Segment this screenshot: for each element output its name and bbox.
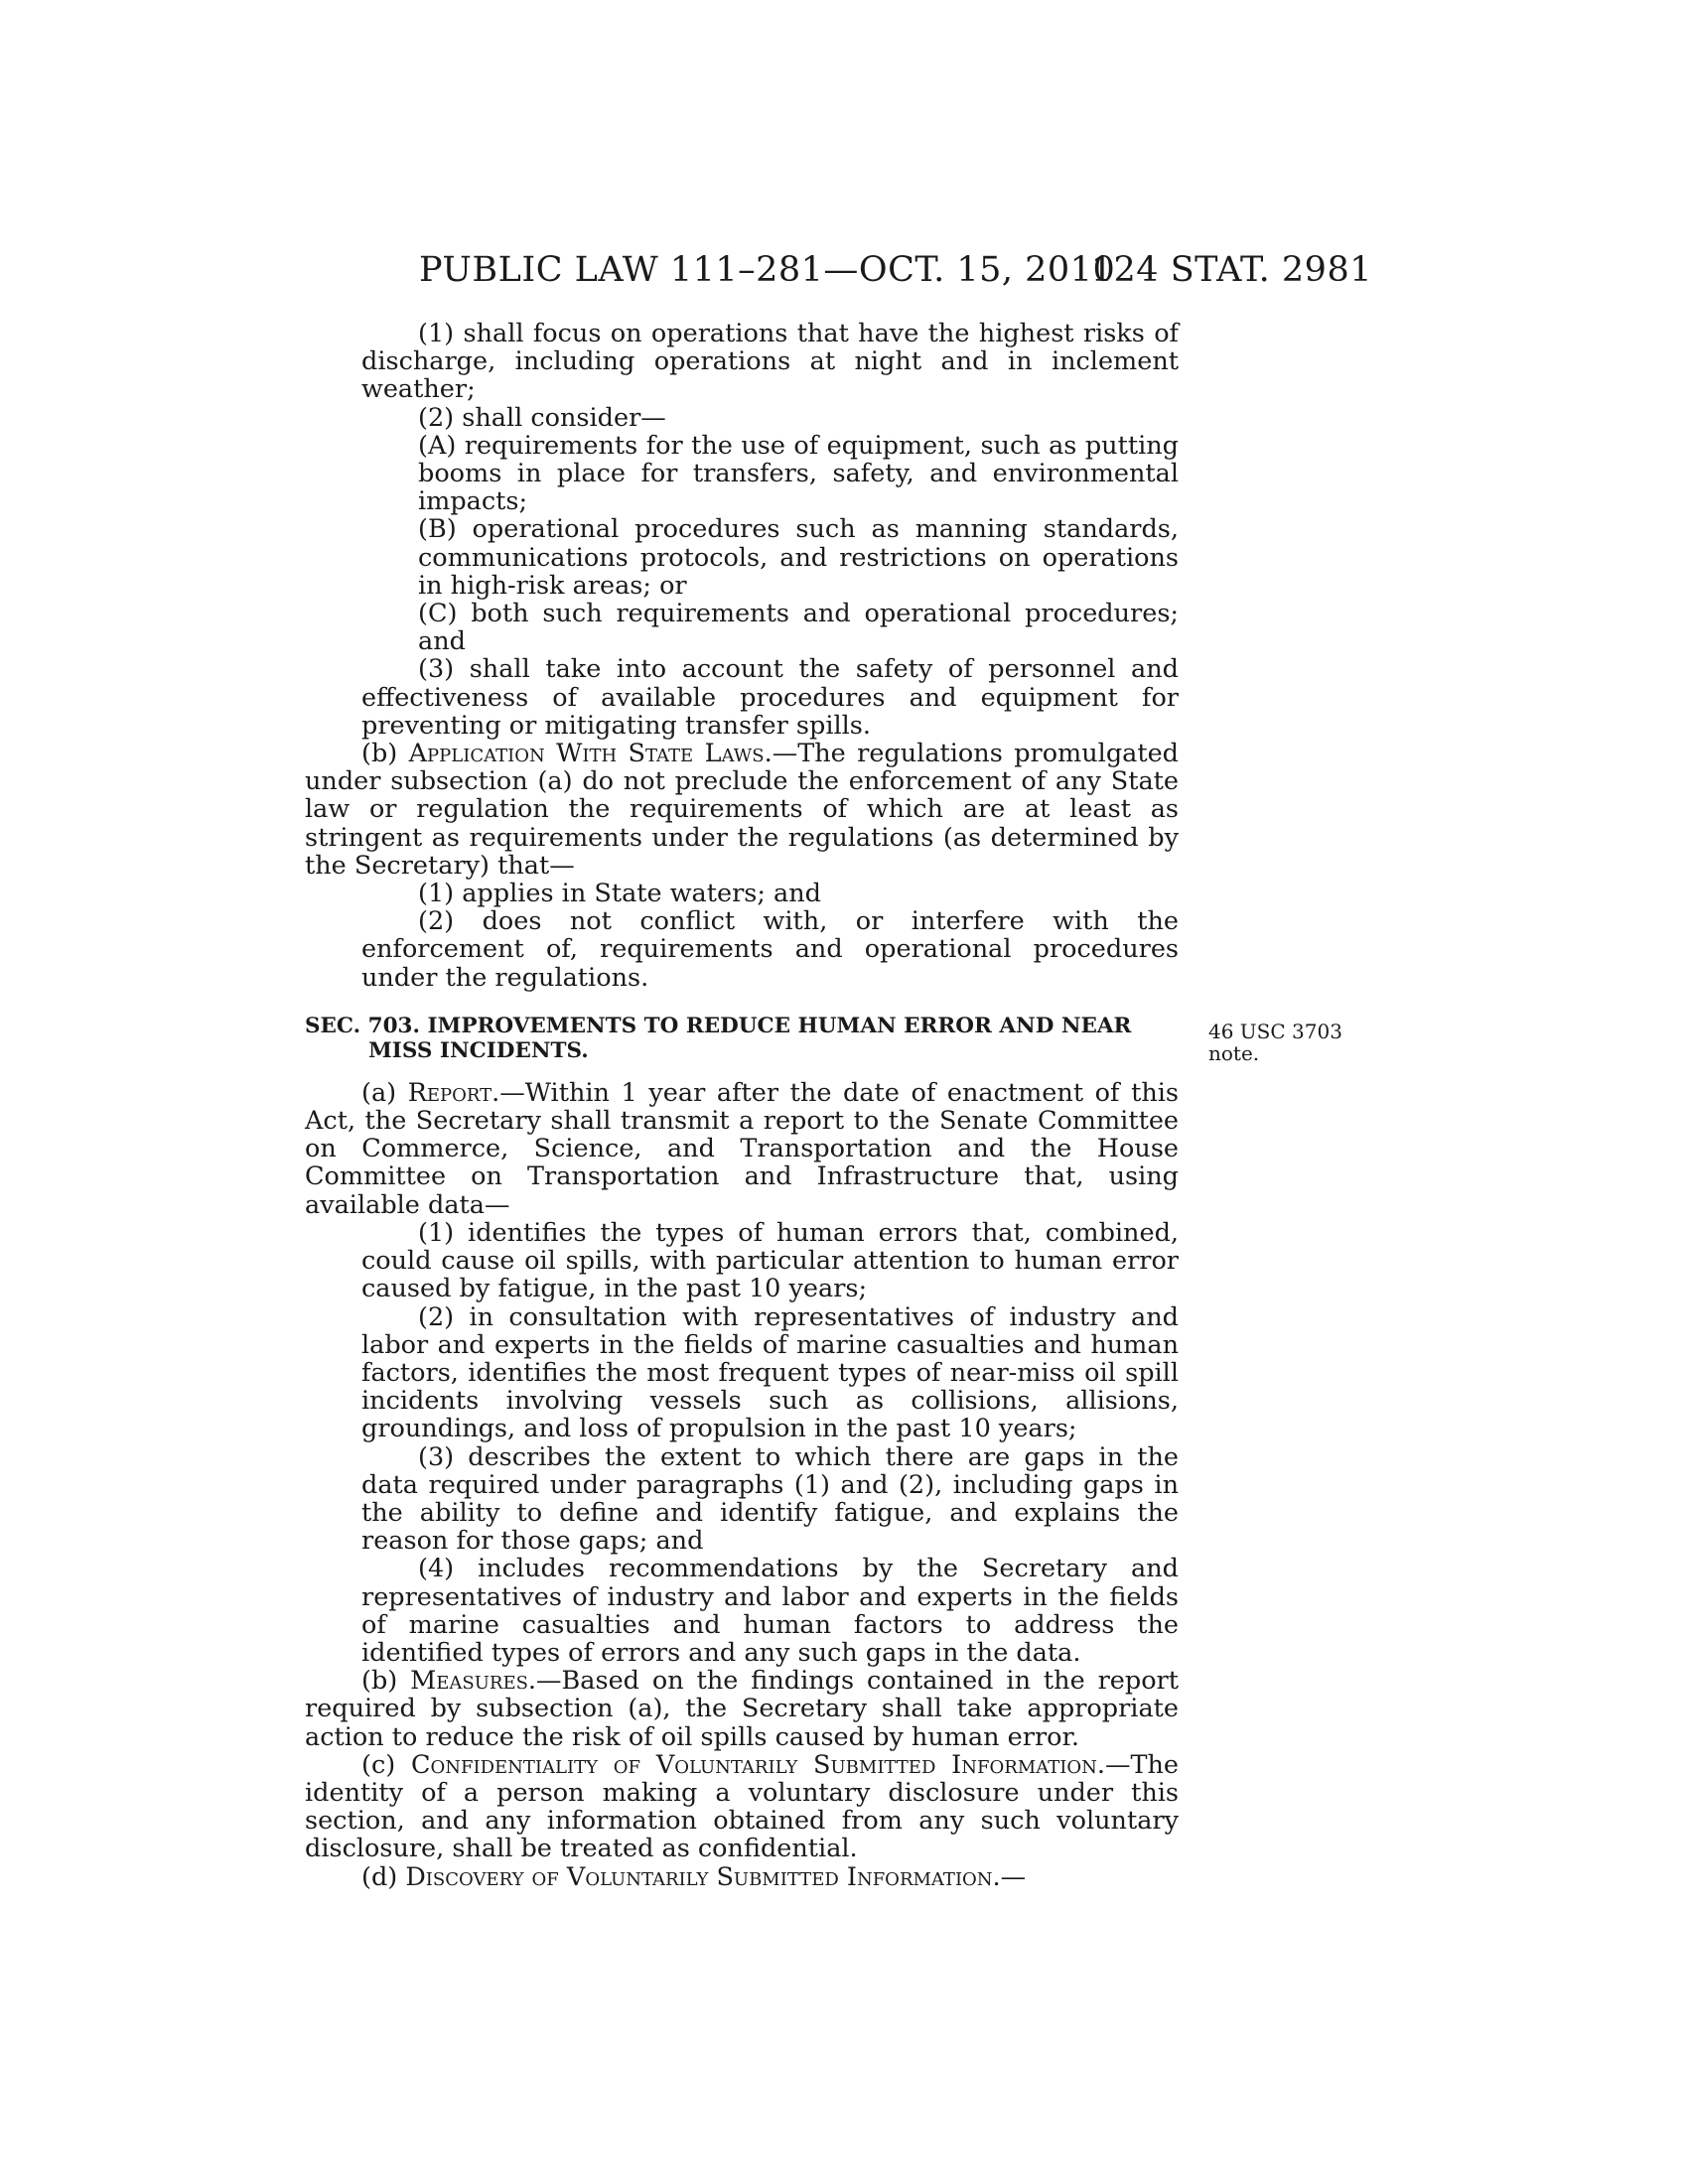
subparagraph-b: (B) operational procedures such as manning standards, communications protocols, and restrictions on operations in high-risk areas; or [418,514,1179,601]
section-b-heading: Measures. [410,1666,537,1697]
subsection-b-item-1: (1) applies in State waters; and [418,879,822,909]
subparagraph-c: (C) both such requirements and operational procedures; and [418,599,1179,657]
paragraph-2: (2) shall consider— [418,402,666,433]
subsection-b-text: —The regulations promulgated under subsection (a) do not preclude the enforcement of any State law or regulation the requirements of which are at least as stringent as requirements under the regulations (as determined by the Secretary) that— [305,739,1180,881]
section-a-report [305,1079,1179,1219]
section-c-text: —The identity of a person making a voluntary disclosure under this section, and any information obtained from any such voluntary disclosure, shall be treated as confidential. [305,1749,1179,1864]
subparagraph-a: (A) requirements for the use of equipment, such as putting booms in place for transfers, safety, and environmental impacts; [418,430,1179,517]
running-header-title: PUBLIC LAW 111–281—OCT. 15, 2010 [419,250,1116,290]
section-a-item-4: (4) includes recommendations by the Secretary and representatives of industry and labor and experts in the fields of marine casualties and human factors to address the identified types of errors and any such gaps in the data. [361,1554,1179,1668]
subsection-b-heading: Application With State Laws. [408,739,773,769]
section-d-heading: Discovery of Voluntarily Submitted Information. [405,1861,1001,1892]
section-a-heading: Report. [407,1077,500,1108]
section-b-label: (b) [361,1666,411,1697]
section-d-label: (d) [361,1861,406,1892]
section-a-label: (a) [361,1077,408,1108]
margin-note-citation: 46 USC 3703 [1208,1020,1342,1043]
subsection-b-label: (b) [361,739,409,769]
section-a-text: —Within 1 year after the date of enactment of this Act, the Secretary shall transmit a report to the Senate Committee on Commerce, Science, and Transportation and the House Committee on Transportation and Infrastructure that, using available data— [305,1077,1179,1220]
section-b-measures [305,1667,1179,1751]
subsection-b-item-2: (2) does not conflict with, or interfere with the enforcement of, requirements and operational procedures under the regulations. [361,906,1179,993]
section-b-text: —Based on the findings contained in the report required by subsection (a), the Secretary shall take appropriate action to reduce the risk of oil spills caused by human error. [305,1666,1179,1752]
section-a-item-3: (3) describes the extent to which there are gaps in the data required under paragraphs (1) and (2), including gaps in the ability to define and identify fatigue, and explains the reason for those gaps; and [361,1441,1179,1557]
section-c-confidentiality [305,1751,1179,1863]
running-header-stat: 124 STAT. 2981 [1090,250,1372,290]
section-a-item-2: (2) in consultation with representatives of industry and labor and experts in the fields of marine casualties and human factors, identifies the most frequent types of near-miss oil spill incidents involving vessels such as collisions, allisions, groundings, and loss of propulsion in the past 10 years; [361,1301,1179,1444]
subsection-b-application [305,740,1179,880]
paragraph-3: (3) shall take into account the safety of personnel and effectiveness of available procedures and equipment for preventing or mitigating transfer spills. [361,654,1179,741]
margin-note [1208,1021,1347,1064]
section-c-heading: Confidentiality of Voluntarily Submitted Information. [410,1749,1105,1780]
section-c-label: (c) [361,1749,411,1780]
paragraph-1: (1) shall focus on operations that have the highest risks of discharge, including operations at night and in inclement weather; [361,319,1179,405]
section-d-discovery [305,1863,1179,1891]
body-text [305,320,1179,1891]
section-a-item-1: (1) identifies the types of human errors that, combined, could cause oil spills, with particular attention to human error caused by fatigue, in the past 10 years; [361,1217,1179,1304]
section-heading: SEC. 703. IMPROVEMENTS TO REDUCE HUMAN ERROR AND NEAR MISS INCIDENTS. [305,1013,1132,1063]
margin-note-suffix: note. [1208,1041,1260,1065]
section-d-text: — [1000,1861,1027,1892]
